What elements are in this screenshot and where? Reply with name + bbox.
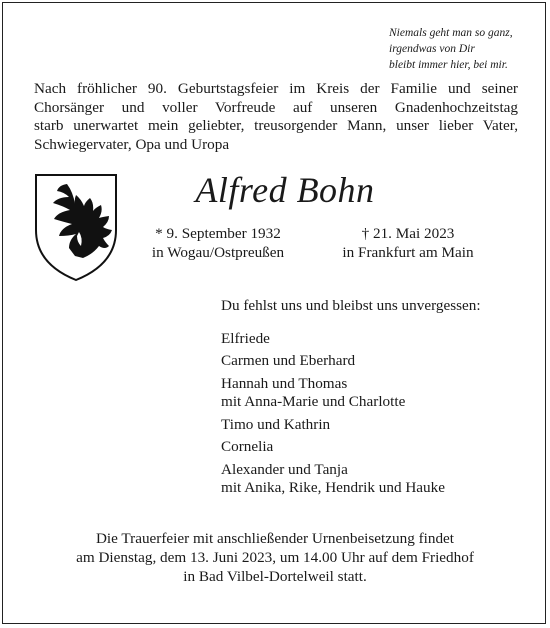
birth-date: * 9. September 1932 (155, 225, 281, 242)
family-headline: Du fehlst uns und bleibst uns unvergessen: (221, 297, 481, 314)
family-member (221, 461, 521, 498)
service-line: am Dienstag, dem 13. Juni 2023, um 14.00 Uhr auf dem Friedhof (76, 549, 474, 566)
intro-line: Schwiegervater, Opa und Uropa (34, 135, 230, 153)
death-place: in Frankfurt am Main (342, 244, 474, 261)
family-member (221, 330, 521, 349)
family-member-line: Alexander und Tanja (221, 460, 348, 478)
intro-line: Chorsänger und voller Vorfreude auf unseren Gnadenhochzeitstag (34, 98, 518, 116)
intro-line: Nach fröhlicher 90. Geburtstagsfeier im Kreis der Familie und seiner (34, 80, 518, 97)
family-member-line: Cornelia (221, 438, 274, 455)
family-member (221, 438, 521, 457)
family-section (221, 297, 521, 502)
family-member-line: Timo und Kathrin (221, 415, 331, 433)
family-member-line: Carmen und Eberhard (221, 352, 356, 369)
service-line: in Bad Vilbel-Dortelweil statt. (183, 568, 367, 585)
motto-line: bleibt immer hier, bei mir. (389, 59, 508, 71)
service-line: Die Trauerfeier mit anschließender Urnenbeisetzung findet (95, 530, 455, 547)
birth-place: in Wogau/Ostpreußen (151, 244, 285, 261)
intro-line: starb unerwartet mein geliebter, treusorgender Mann, unser lieber Vater, (34, 117, 518, 134)
family-member-line: Elfriede (221, 329, 270, 347)
death-info (318, 224, 498, 262)
family-member-line: Hannah und Thomas (221, 374, 348, 392)
family-member-line: mit Anna-Marie und Charlotte (221, 393, 406, 410)
deceased-name: Alfred Bohn (195, 170, 375, 210)
motto-line: Niemals geht man so ganz, (389, 27, 513, 39)
death-date: † 21. Mai 2023 (361, 225, 455, 242)
birth-info (128, 224, 308, 262)
family-member (221, 416, 521, 435)
family-member (221, 375, 521, 412)
motto-quote (389, 25, 539, 73)
elk-antler-crest-icon (33, 172, 119, 282)
family-member-line: mit Anika, Rike, Hendrik und Hauke (221, 479, 445, 496)
intro-text (34, 80, 518, 154)
motto-line: irgendwas von Dir (389, 43, 475, 55)
family-member (221, 352, 521, 371)
funeral-service-info (30, 529, 520, 586)
